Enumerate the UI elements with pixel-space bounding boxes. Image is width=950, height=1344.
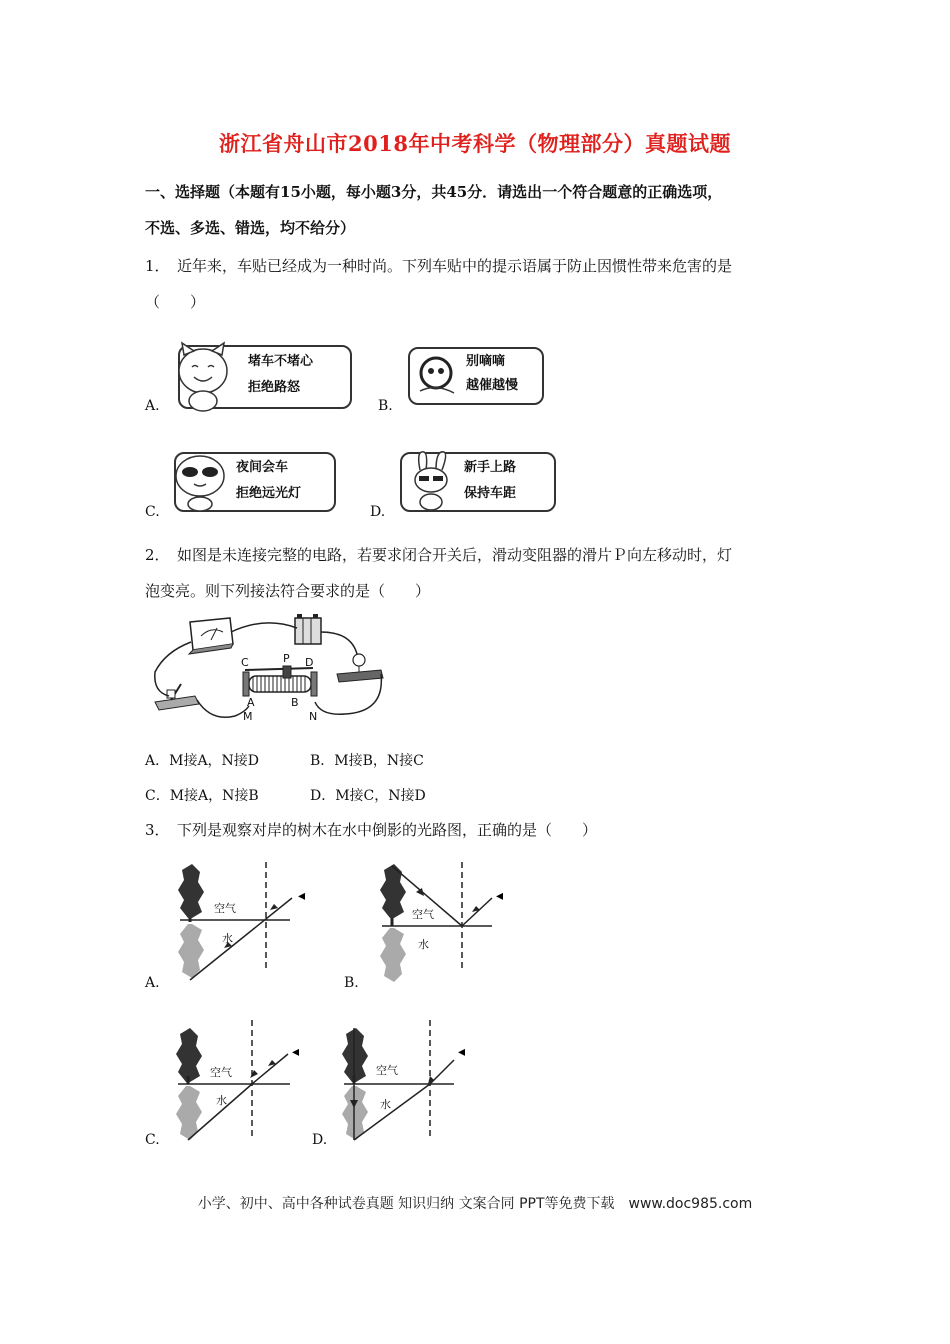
q2-circuit-diagram [145, 612, 395, 722]
q2-stem-line1: 2． 如图是未连接完整的电路，若要求闭合开关后，滑动变阻器的滑片Ｐ向左移动时，灯 [145, 546, 733, 564]
panda-face-icon [172, 450, 230, 512]
q1-sticker-c-text2: 拒绝远光灯 [236, 486, 302, 501]
q1-sticker-b [408, 347, 544, 405]
tree-icon [178, 864, 204, 978]
eye-icon: ◂ [458, 1044, 466, 1060]
q3-figure-c [168, 1020, 318, 1144]
q1-stem-line1: 1． 近年来，车贴已经成为一种时尚。下列车贴中的提示语属于防止因惯性带来危害的是 [145, 257, 733, 275]
water-label: 水 [418, 938, 429, 951]
q3-stem: 3． 下列是观察对岸的树木在水中倒影的光路图，正确的是（ ） [145, 821, 598, 839]
eye-icon: ◂ [496, 888, 504, 904]
q1-sticker-a [178, 345, 352, 409]
q1-stem-line2: （ ） [145, 293, 206, 311]
air-label: 空气 [376, 1064, 398, 1077]
water-label: 水 [216, 1094, 227, 1107]
cartoon-face-icon [414, 353, 460, 399]
q3-option-a-label: A. [145, 975, 160, 991]
water-label: 水 [380, 1098, 391, 1111]
q1-option-c-label: C. [145, 504, 160, 520]
tree-icon [380, 864, 406, 982]
q1-sticker-a-text1: 堵车不堵心 [248, 354, 314, 369]
q1-sticker-d-text1: 新手上路 [464, 460, 517, 475]
battery-icon [295, 614, 321, 644]
q2-option-d: D．M接C，N接D [310, 788, 426, 804]
meter-icon [189, 618, 233, 654]
section-heading-line2: 不选、多选、错选，均不给分） [145, 219, 356, 237]
rabbit-icon [404, 450, 458, 512]
q1-sticker-c [174, 452, 336, 512]
q2-stem-line2: 泡变亮。则下列接法符合要求的是（ ） [145, 582, 431, 600]
q3-option-d-label: D. [312, 1132, 328, 1148]
q1-sticker-c-text1: 夜间会车 [236, 460, 289, 475]
q3-figure-b [372, 862, 522, 986]
section-heading-line1: 一、选择题（本题有15小题，每小题3分，共45分．请选出一个符合题意的正确选项， [145, 183, 723, 201]
cat-face-icon [172, 341, 234, 413]
q1-sticker-d [400, 452, 556, 512]
q3-figure-a [170, 862, 320, 986]
slider-label-p: P [283, 652, 290, 665]
eye-icon: ◂ [292, 1044, 300, 1060]
terminal-label-d: D [305, 656, 314, 669]
q1-sticker-d-text2: 保持车距 [464, 486, 517, 501]
q3-option-b-label: B. [344, 975, 359, 991]
air-label: 空气 [214, 902, 236, 915]
wire-label-n: N [309, 710, 318, 722]
switch-icon [155, 684, 199, 710]
air-label: 空气 [412, 908, 434, 921]
q1-sticker-b-text2: 越催越慢 [466, 378, 519, 393]
terminal-label-b: B [291, 696, 299, 709]
q2-option-c: C．M接A，N接B [145, 788, 259, 804]
terminal-label-c: C [241, 656, 249, 669]
bulb-icon [337, 654, 383, 682]
q1-option-a-label: A. [145, 398, 160, 414]
q2-option-a: A．M接A，N接D [145, 753, 260, 769]
q1-sticker-b-text1: 别嘀嘀 [466, 354, 506, 369]
q1-option-b-label: B. [378, 398, 393, 414]
q1-sticker-a-text2: 拒绝路怒 [248, 380, 301, 395]
q3-figure-d [334, 1020, 484, 1144]
air-label: 空气 [210, 1066, 232, 1079]
water-label: 水 [222, 932, 233, 945]
rheostat-icon [243, 666, 317, 696]
q3-option-c-label: C. [145, 1132, 160, 1148]
page-title: 浙江省舟山市2018年中考科学（物理部分）真题试题 [219, 131, 731, 156]
q1-option-d-label: D. [370, 504, 386, 520]
terminal-label-a: A [247, 696, 255, 709]
wire-label-m: M [243, 710, 253, 722]
eye-icon: ◂ [298, 888, 306, 904]
page-footer: 小学、初中、高中各种试卷真题 知识归纳 文案合同 PPT等免费下载 www.doc985.com [197, 1196, 753, 1212]
q2-option-b: B．M接B，N接C [310, 753, 424, 769]
